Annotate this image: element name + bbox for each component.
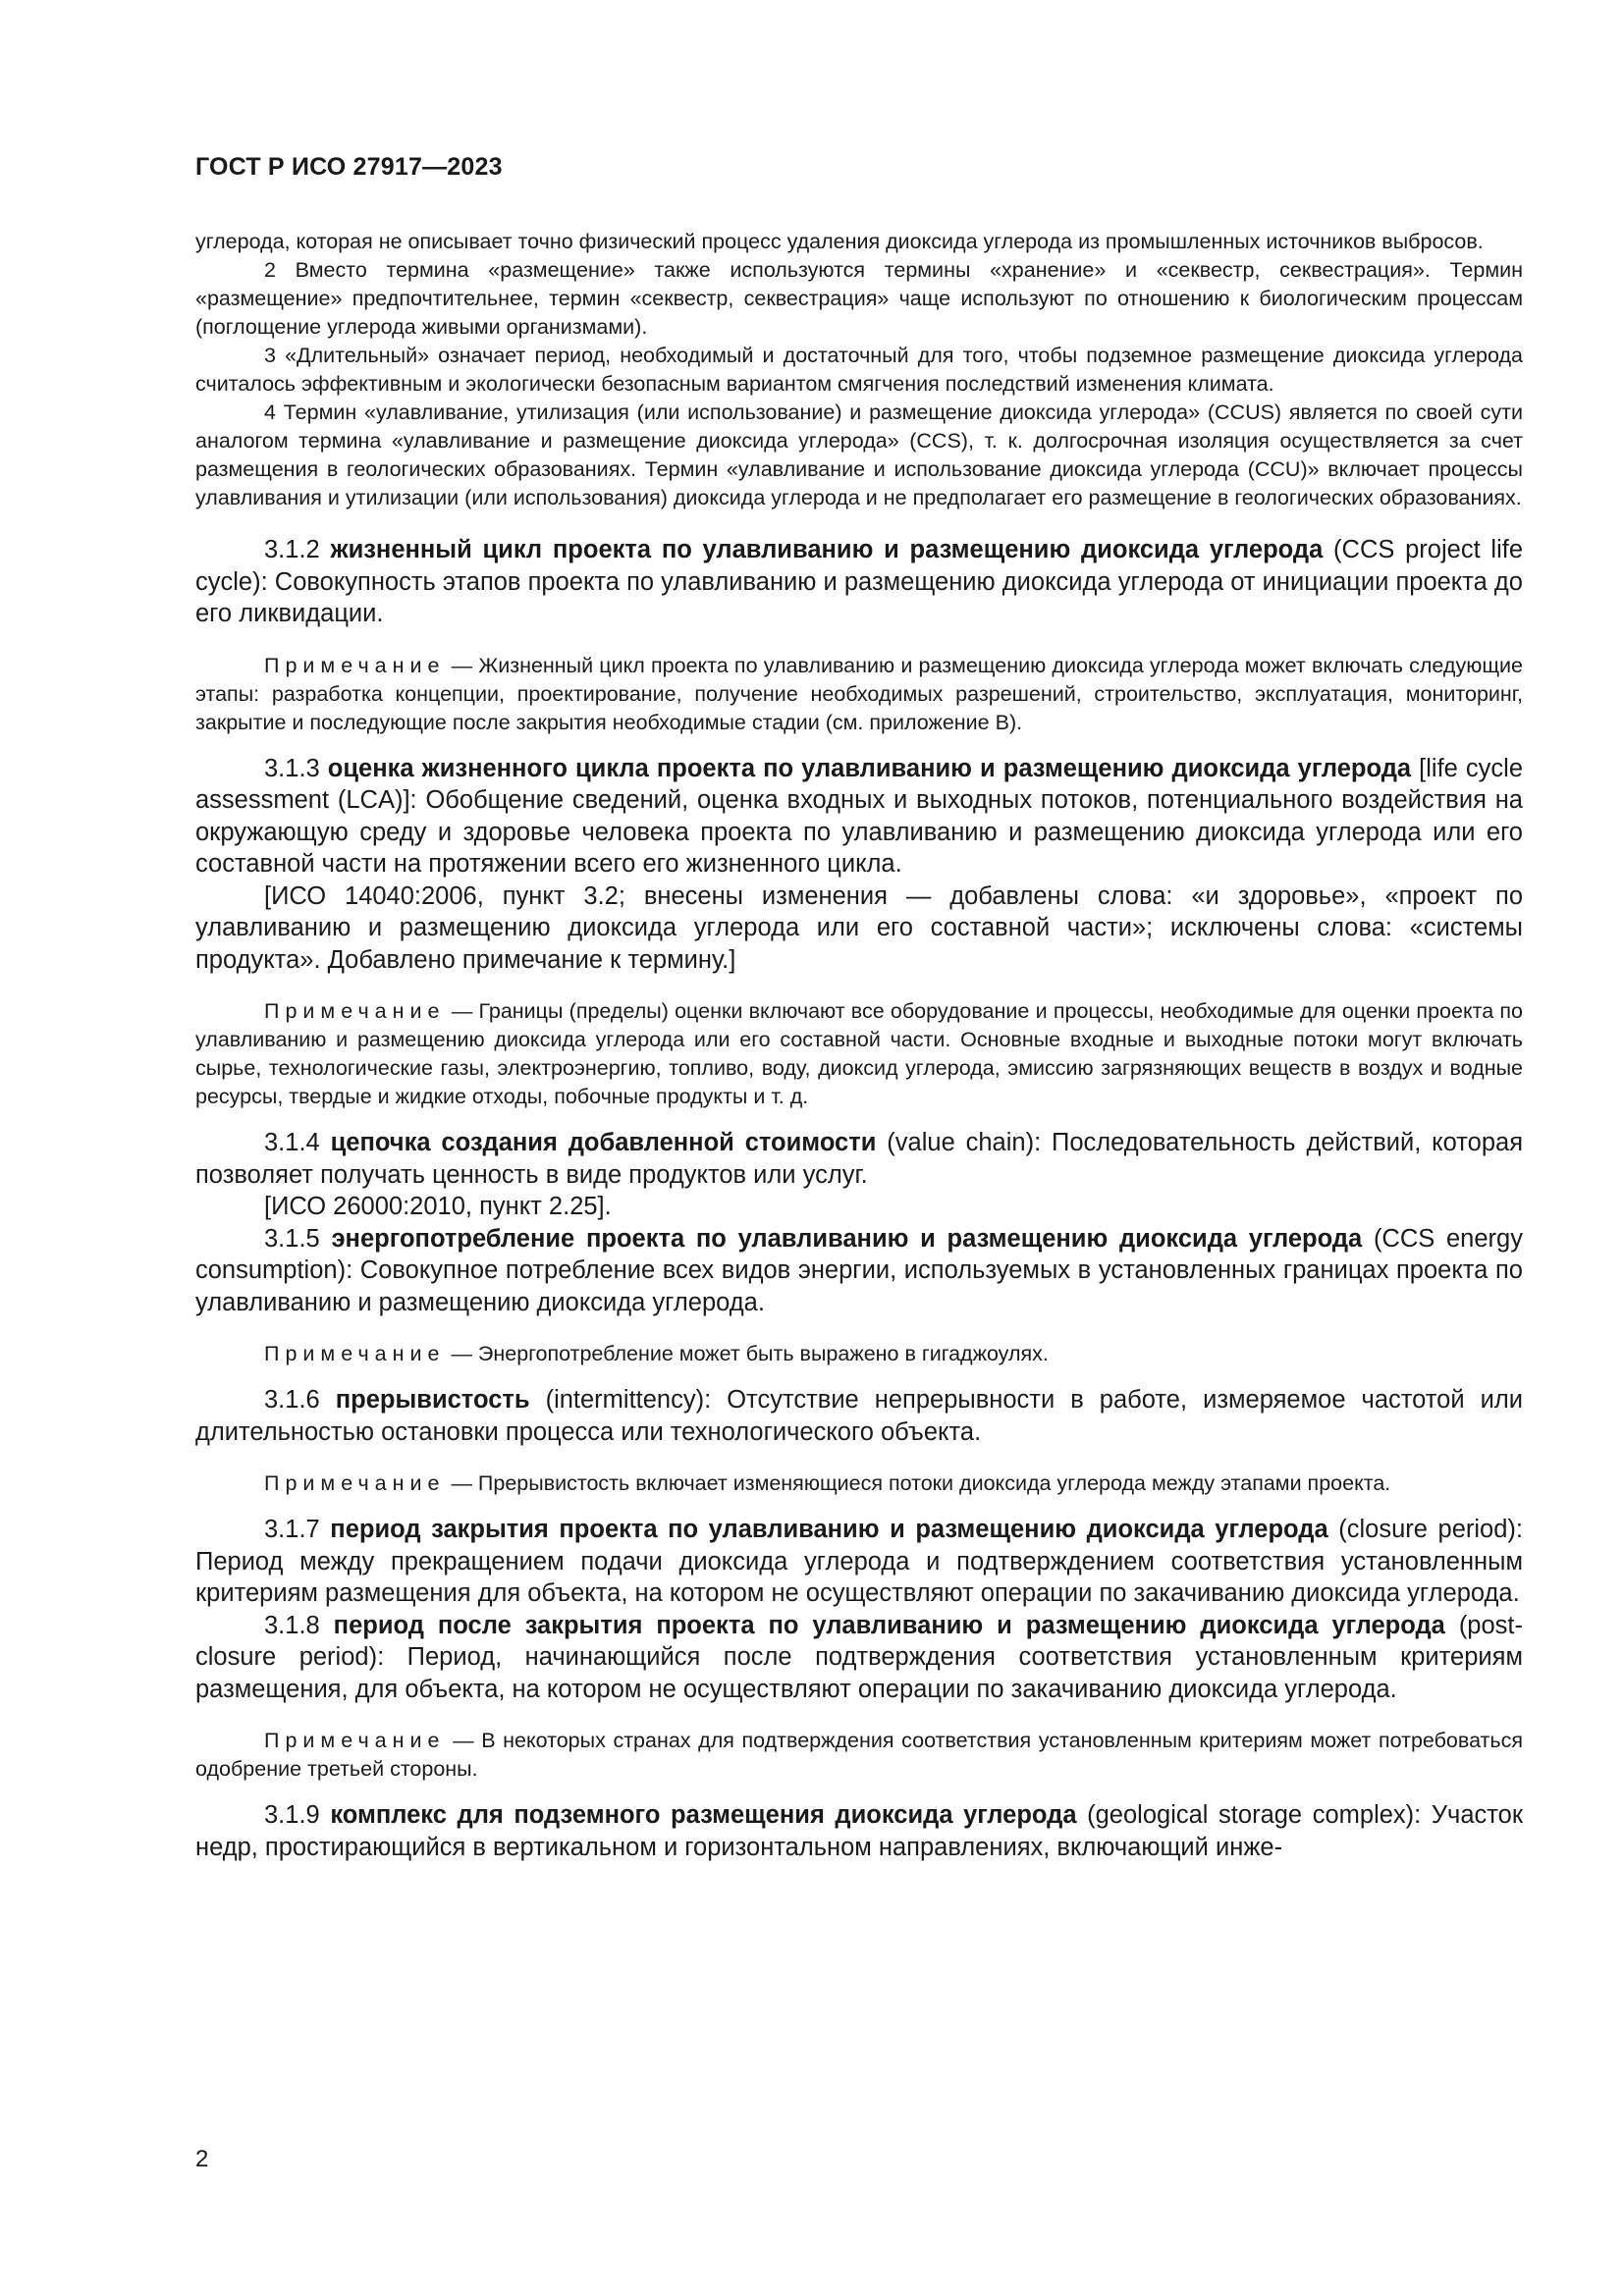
entry-definition: [life cycle assessment (LCA)]: Обобщение сведений, оценка входных и выходных потоков, потенциального воздействия на окружающую среду и здоровье человека проекта по улавливанию и размещению диоксида углерода или его составной части на протяжении всего его жизненного цикла. [195, 754, 1524, 878]
entry-number: 3.1.6 [264, 1386, 320, 1414]
entry-term: прерывистость [335, 1386, 530, 1414]
note-label: Примечание [264, 1342, 446, 1365]
note-3-1-3 [195, 997, 1523, 1111]
entry-definition: (closure period): Период между прекращением подачи диоксида углерода и подтверждением соответствия установленным критериям размещения для объекта, на котором не осуществляют операции по закачиванию диоксида углерода. [195, 1516, 1523, 1607]
entry-3-1-7 [195, 1514, 1523, 1610]
note-text: — В некоторых странах для подтверждения соответствия установленным критериям может потребоваться одобрение третьей стороны. [195, 1729, 1523, 1781]
entry-number: 3.1.7 [264, 1516, 320, 1543]
note-label: Примечание [264, 1729, 446, 1752]
note-text: — Жизненный цикл проекта по улавливанию и размещению диоксида углерода может включать следующие этапы: разработка концепции, проектирование, получение необходимых разрешений, строительство, эксплуатация, мониторинг, закрытие и последующие после закрытия необходимые стадии (см. приложение В). [195, 653, 1523, 734]
note-3: 3 «Длительный» означает период, необходимый и достаточный для того, чтобы подземное размещение диоксида углерода считалось эффективным и экологически безопасным вариантом смягчения последствий изменения климата. [195, 344, 1523, 396]
entry-term: оценка жизненного цикла проекта по улавливанию и размещению диоксида углерода [327, 754, 1412, 782]
entry-term: период после закрытия проекта по улавливанию и размещению диоксида углерода [333, 1611, 1445, 1639]
entry-3-1-6 [195, 1384, 1523, 1448]
entry-term: период закрытия проекта по улавливанию и размещению диоксида углерода [330, 1516, 1328, 1543]
entry-3-1-3 [195, 753, 1523, 881]
note-4: 4 Термин «улавливание, утилизация (или использование) и размещение диоксида углерода» (CCUS) является по своей сути аналогом термина «улавливание и размещение диоксида углерода» (CCS), т. к. долгосрочная изоляция осуществляется за счет размещения в геологических образованиях. Термин «улавливание и использование диоксида углерода (CCU)» включает процессы улавливания и утилизации (или использования) диоксида углерода и не предполагает его размещение в геологических образованиях. [195, 400, 1523, 509]
note-3-1-8 [195, 1727, 1523, 1784]
entry-number: 3.1.3 [264, 754, 320, 782]
entry-term: энергопотребление проекта по улавливанию и размещению диоксида углерода [331, 1224, 1363, 1253]
source-3-1-4: [ИСО 26000:2010, пункт 2.25]. [264, 1193, 612, 1220]
note-2: 2 Вместо термина «размещение» также используются термины «хранение» и «секвестр, секвестрация». Термин «размещение» предпочтительнее, термин «секвестр, секвестрация» чаще используют по отношению к биологическим процессам (поглощение углерода живыми организмами). [195, 258, 1523, 339]
entry-definition: (value chain): Последовательность действий, которая позволяет получать ценность в виде продуктов или услуг. [195, 1129, 1523, 1189]
entry-number: 3.1.4 [264, 1129, 320, 1156]
note-3-1-6 [195, 1469, 1523, 1498]
entry-number: 3.1.8 [264, 1611, 320, 1639]
entry-definition: (post-closure period): Период, начинающийся после подтверждения соответствия установленным критериям размещения, для объекта, на котором не осуществляют операции по закачиванию диоксида углерода. [195, 1611, 1523, 1703]
entry-3-1-2 [195, 534, 1523, 630]
entry-3-1-9 [195, 1799, 1523, 1863]
note-text: — Энергопотребление может быть выражено в гигаджоулях. [451, 1342, 1049, 1365]
note-continuation: углерода, которая не описывает точно физический процесс удаления диоксида углерода из промышленных источников выбросов. [195, 230, 1484, 253]
page-header: ГОСТ Р ИСО 27917—2023 [195, 153, 503, 181]
note-label: Примечание [264, 999, 446, 1023]
entry-definition: (intermittency): Отсутствие непрерывности в работе, измеряемое частотой или длительностью остановки процесса или технологического объекта. [195, 1386, 1523, 1446]
entry-definition: (CCS energy consumption): Совокупное потребление всех видов энергии, используемых в установленных границах проекта по улавливанию и размещению диоксида углерода. [195, 1224, 1523, 1316]
note-label: Примечание [264, 653, 446, 677]
entry-term: комплекс для подземного размещения диоксида углерода [330, 1801, 1077, 1829]
note-3-1-5 [195, 1340, 1523, 1368]
note-3-1-2 [195, 652, 1523, 737]
entry-term: цепочка создания добавленной стоимости [330, 1129, 877, 1156]
page-number: 2 [195, 2146, 209, 2172]
note-text: — Границы (пределы) оценки включают все оборудование и процессы, необходимые для оценки проекта по улавливанию и размещению диоксида углерода или его составной части. Основные входные и выходные потоки могут включать сырье, технологические газы, электроэнергию, топливо, воду, диоксид углерода, эмиссию загрязняющих веществ в воздух и водные ресурсы, твердые и жидкие отходы, побочные продукты и т. д. [195, 999, 1523, 1108]
entry-3-1-4 [195, 1127, 1523, 1191]
note-label: Примечание [264, 1471, 446, 1495]
document-body [195, 228, 1523, 1863]
entry-number: 3.1.5 [264, 1224, 320, 1253]
entry-definition: (geological storage complex): Участок недр, простирающийся в вертикальном и горизонтальном направлениях, включающий инже- [195, 1801, 1523, 1861]
source-3-1-3: [ИСО 14040:2006, пункт 3.2; внесены изменения — добавлены слова: «и здоровье», «проект по улавливанию и размещению диоксида углерода или его составной части»; исключены слова: «системы продукта». Добавлено примечание к термину.] [195, 881, 1523, 974]
entry-number: 3.1.2 [264, 536, 320, 563]
entry-definition: (CCS project life cycle): Совокупность этапов проекта по улавливанию и размещению диоксида углерода от инициации проекта до его ликвидации. [195, 536, 1524, 627]
entry-3-1-5 [195, 1223, 1523, 1319]
entry-term: жизненный цикл проекта по улавливанию и размещению диоксида углерода [330, 536, 1324, 563]
entry-number: 3.1.9 [264, 1801, 320, 1829]
entry-3-1-8 [195, 1610, 1523, 1706]
note-text: — Прерывистость включает изменяющиеся потоки диоксида углерода между этапами проекта. [451, 1471, 1391, 1495]
